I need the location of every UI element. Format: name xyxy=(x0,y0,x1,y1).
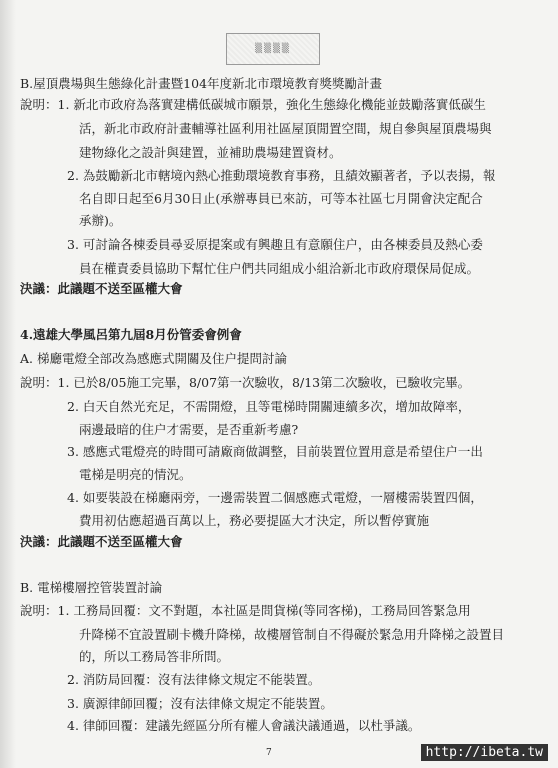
text-line: 2. 為鼓勵新北市轄境內熱心推動環境教育事務，且績效顯著者，予以表揚，報 xyxy=(67,168,496,183)
text-line: 的，所以工務局答非所問。 xyxy=(79,649,230,664)
text-line: 說明：1. 已於8/05施工完畢，8/07第一次驗收，8/13第二次驗收，已驗收完畢。 xyxy=(20,375,471,390)
page-number: 7 xyxy=(266,748,272,758)
text-line: 3. 感應式電燈亮的時間可請廠商做調整，目前裝置位置用意是希望住户一出 xyxy=(67,444,483,459)
seal-stamp: ▒▒▒▒ xyxy=(226,33,320,65)
resolution: 決議：此議題不送至區權大會 xyxy=(20,534,183,549)
text-line: 4. 如要裝設在梯廳兩旁，一邊需裝置二個感應式電燈，一層樓需裝置四個， xyxy=(67,490,483,505)
text-line: 活，新北市政府計畫輔導社區利用社區屋頂閒置空間，規自參與屋頂農場與 xyxy=(79,121,492,136)
item-b-title: B. 電梯樓層控管裝置討論 xyxy=(20,580,163,595)
text-line: 費用初估應超過百萬以上，務必要提區大才決定，所以暫停實施 xyxy=(79,513,430,528)
text-line: 3. 可討論各棟委員尋妥原提案或有興趣且有意願住户，由各棟委員及熱心委 xyxy=(67,237,483,252)
section-4-title: 4.遠雄大學風呂第九屆8月份管委會例會 xyxy=(20,327,242,342)
text-line: 4. 律師回覆：建議先經區分所有權人會議決議通過，以杜爭議。 xyxy=(67,718,421,733)
text-line: 說明：1. 工務局回覆：文不對題，本社區是問貨梯(等同客梯)，工務局回答緊急用 xyxy=(20,603,471,618)
watermark: http://ibeta.tw xyxy=(421,744,548,761)
text-line: 建物綠化之設計與建置，並補助農場建置資材。 xyxy=(79,145,342,160)
text-line: 員在權責委員協助下幫忙住户們共同組成小組洽新北市政府環保局促成。 xyxy=(79,261,480,276)
text-line: 升降梯不宜設置刷卡機升降梯，故樓層管制自不得礙於緊急用升降梯之設置目 xyxy=(79,627,505,642)
text-line: 2. 消防局回覆：沒有法律條文規定不能裝置。 xyxy=(67,672,321,687)
text-line: 3. 廣源律師回覆；沒有法律條文規定不能裝置。 xyxy=(67,696,333,711)
text-line: 2. 白天自然光充足，不需開燈，且等電梯時開關連續多次，增加故障率， xyxy=(67,399,471,414)
item-a-title: A. 梯廳電燈全部改為感應式開關及住户提問討論 xyxy=(20,351,287,366)
text-line: 兩邊最暗的住户才需要，是否重新考慮? xyxy=(79,422,299,437)
resolution: 決議：此議題不送至區權大會 xyxy=(20,281,183,296)
text-line: 說明：1. 新北市政府為落實建構低碳城市願景，強化生態綠化機能並鼓勵落實低碳生 xyxy=(20,97,486,112)
text-line: 承辦)。 xyxy=(79,213,122,228)
text-line: 名自即日起至6月30日止(承辦專員已來訪，可等本社區七月開會決定配合 xyxy=(79,191,483,206)
section-b-title: B.屋頂農場與生態綠化計畫暨104年度新北市環境教育獎獎勵計畫 xyxy=(20,76,383,91)
text-line: 電梯是明亮的情況。 xyxy=(79,467,192,482)
